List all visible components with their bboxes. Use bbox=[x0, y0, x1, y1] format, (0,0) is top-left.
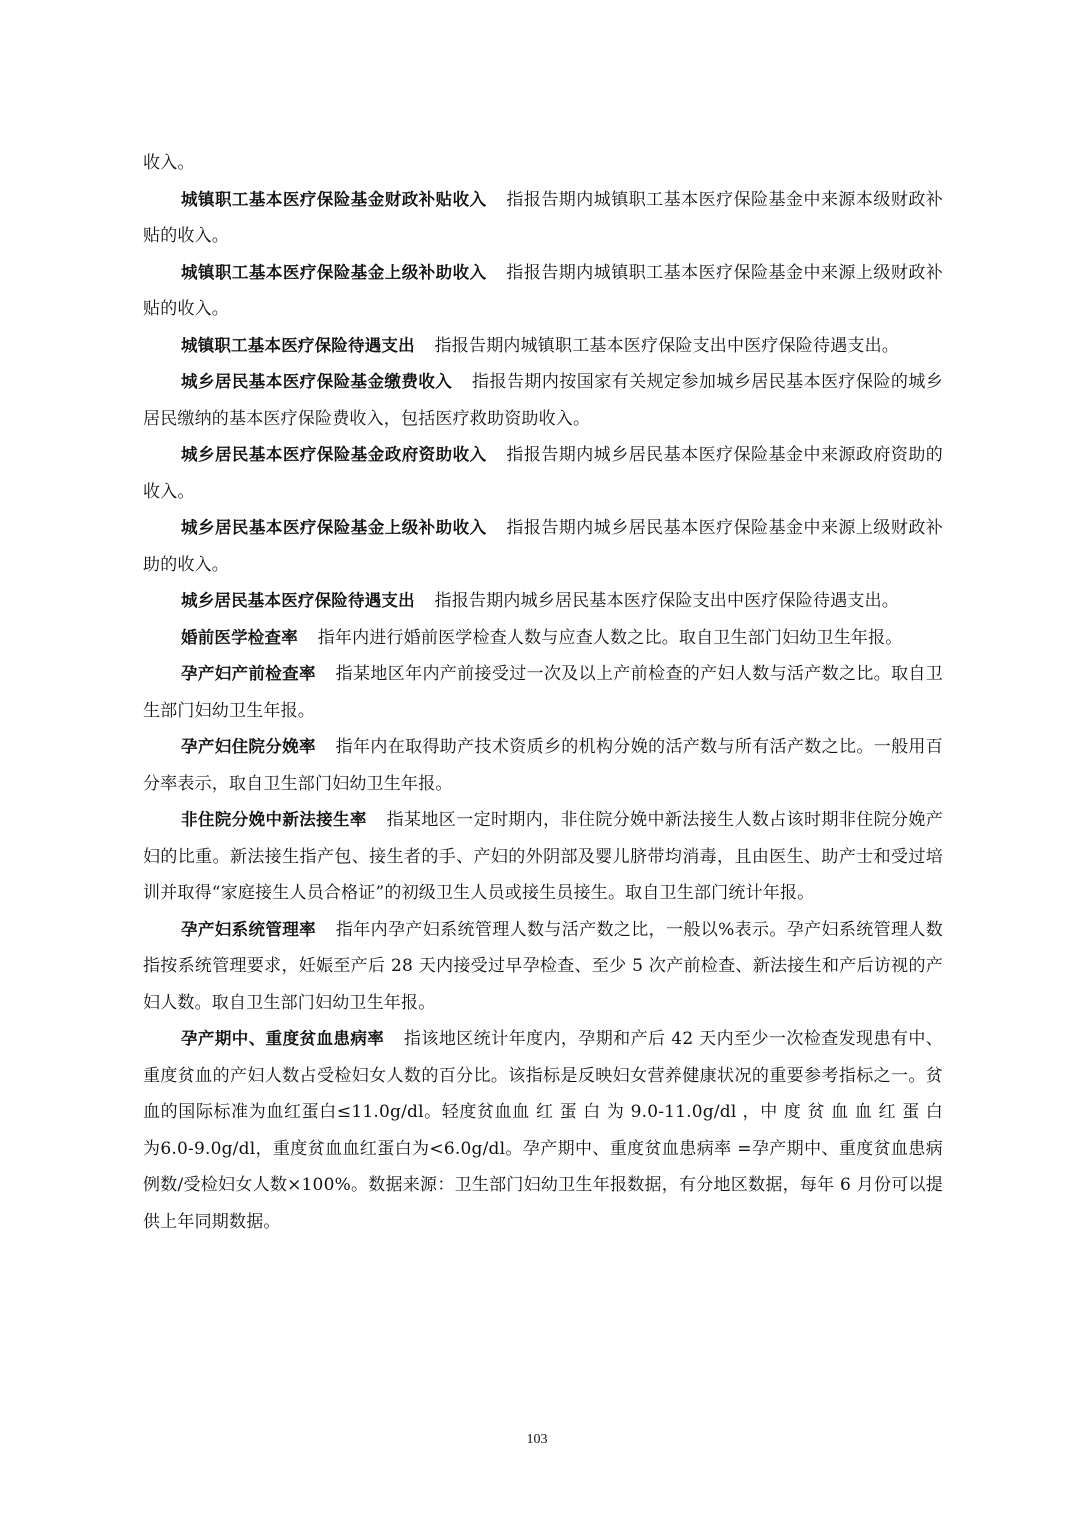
definition-paragraph bbox=[143, 729, 943, 802]
definition-paragraph bbox=[143, 328, 943, 365]
term-heading: 城镇职工基本医疗保险待遇支出 bbox=[181, 335, 415, 355]
definition-paragraph bbox=[143, 912, 943, 1022]
definition-paragraph bbox=[143, 437, 943, 510]
definition-paragraph bbox=[143, 510, 943, 583]
definition-paragraph bbox=[143, 255, 943, 328]
term-definition: 指年内进行婚前医学检查人数与应查人数之比。取自卫生部门妇幼卫生年报。 bbox=[317, 627, 903, 648]
term-heading: 城乡居民基本医疗保险基金缴费收入 bbox=[181, 372, 453, 391]
term-heading: 城乡居民基本医疗保险基金政府资助收入 bbox=[181, 445, 487, 464]
term-definition: 指某地区一定时期内，非住院分娩中新法接生人数占该时期非住院分娩产妇的比重。新法接生指产包、接生者的手、产妇的外阴部及婴儿脐带均消毒，且由医生、助产士和受过培训并取得“家庭接生人员合格证”的初级卫生人员或接生员接生。取自卫生部门统计年报。 bbox=[143, 810, 943, 903]
term-heading: 城镇职工基本医疗保险基金财政补贴收入 bbox=[181, 189, 487, 209]
definition-paragraph bbox=[143, 620, 943, 657]
term-definition: 指某地区年内产前接受过一次及以上产前检查的产妇人数与活产数之比。取自卫生部门妇幼卫生年报。 bbox=[143, 664, 943, 721]
term-definition: 指报告期内城乡居民基本医疗保险基金中来源上级财政补助的收入。 bbox=[143, 518, 943, 575]
term-heading: 城乡居民基本医疗保险待遇支出 bbox=[181, 591, 415, 610]
term-definition: 指报告期内城乡居民基本医疗保险基金中来源政府资助的收入。 bbox=[143, 445, 943, 502]
term-definition: 指报告期内城乡居民基本医疗保险支出中医疗保险待遇支出。 bbox=[434, 591, 900, 611]
term-definition: 指年内在取得助产技术资质乡的机构分娩的活产数与所有活产数之比。一般用百分率表示，取自卫生部门妇幼卫生年报。 bbox=[143, 737, 943, 794]
term-definition: 指该地区统计年度内，孕期和产后 42 天内至少一次检查发现患有中、重度贫血的产妇人数占受检妇女人数的百分比。该指标是反映妇女营养健康状况的重要参考指标之一。贫血的国际标准为血红蛋白≤11.0g/dl。轻度贫血血 红 蛋 白 为 9.0-11.0g/dl ，中 度 贫 血 血 红 蛋 白 为6.0-9.0g/dl，重度贫血血红蛋白为<6.0g/dl。孕产期中、重度贫血患病率 =孕产期中、重度贫血患病例数/受检妇女人数×100%。数据来源：卫生部门妇幼卫生年报数据，有分地区数据，每年 6 月份可以提供上年同期数据。 bbox=[143, 1029, 943, 1232]
term-heading: 孕产妇产前检查率 bbox=[181, 664, 316, 683]
term-definition: 指年内孕产妇系统管理人数与活产数之比，一般以%表示。孕产妇系统管理人数指按系统管理要求，妊娠至产后 28 天内接受过早孕检查、至少 5 次产前检查、新法接生和产后访视的产妇人数。取自卫生部门妇幼卫生年报。 bbox=[143, 919, 944, 1013]
page-body bbox=[143, 145, 943, 1240]
definition-paragraph bbox=[143, 182, 943, 255]
definition-paragraph bbox=[143, 802, 943, 912]
term-heading: 婚前医学检查率 bbox=[181, 627, 298, 647]
term-definition: 指报告期内城镇职工基本医疗保险基金中来源上级财政补贴的收入。 bbox=[143, 262, 943, 319]
lead-paragraph: 收入。 bbox=[143, 153, 195, 173]
term-heading: 城镇职工基本医疗保险基金上级补助收入 bbox=[181, 262, 487, 282]
definition-paragraph bbox=[143, 656, 943, 729]
page-number: 103 bbox=[526, 1432, 548, 1447]
definition-paragraph bbox=[143, 583, 943, 620]
definition-paragraph bbox=[143, 1021, 943, 1240]
term-heading: 城乡居民基本医疗保险基金上级补助收入 bbox=[181, 518, 487, 537]
term-heading: 孕产期中、重度贫血患病率 bbox=[181, 1029, 385, 1048]
term-heading: 孕产妇住院分娩率 bbox=[181, 737, 316, 756]
definition-paragraph bbox=[143, 364, 943, 437]
term-definition: 指报告期内按国家有关规定参加城乡居民基本医疗保险的城乡居民缴纳的基本医疗保险费收入，包括医疗救助资助收入。 bbox=[143, 372, 944, 429]
term-definition: 指报告期内城镇职工基本医疗保险基金中来源本级财政补贴的收入。 bbox=[143, 189, 943, 246]
term-definition: 指报告期内城镇职工基本医疗保险支出中医疗保险待遇支出。 bbox=[434, 335, 900, 356]
term-heading: 孕产妇系统管理率 bbox=[181, 919, 317, 939]
term-heading: 非住院分娩中新法接生率 bbox=[181, 810, 367, 829]
